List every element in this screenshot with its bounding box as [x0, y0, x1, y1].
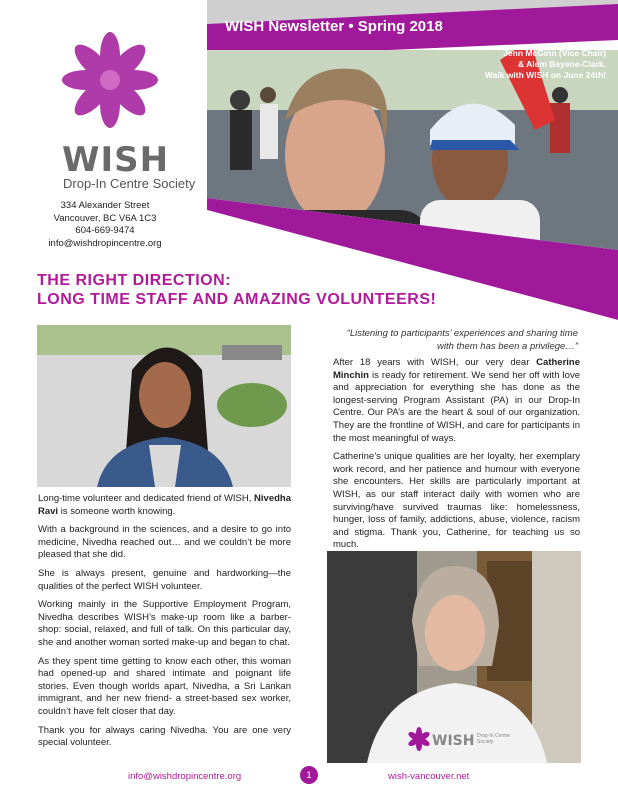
footer-website[interactable]: wish-vancouver.net: [388, 771, 470, 782]
paragraph: Thank you for always caring Nivedha. You are one very special volunteer.: [38, 724, 291, 749]
newsletter-title: WISH Newsletter • Spring 2018: [225, 18, 443, 35]
text-span: Long-time volunteer and dedicated friend of WISH,: [38, 493, 252, 504]
shirt-logo-sub: Drop-In Centre Society: [477, 733, 511, 745]
logo-wordmark: WISH: [62, 140, 170, 180]
headline-line-1: THE RIGHT DIRECTION:: [37, 272, 231, 289]
paragraph: She is always present, genuine and hardworking—the qualities of the perfect WISH volunteer.: [38, 567, 291, 592]
paragraph: With a background in the sciences, and a desire to go into medicine, Nivedha reached out… and we couldn’t be more pleased that she did.: [38, 524, 291, 561]
right-article: [333, 357, 580, 558]
caption-line: Walk with WISH on June 24th!: [484, 70, 606, 80]
text-span: After 18 years with WISH, our very dear: [333, 357, 537, 368]
paragraph: Working mainly in the Supportive Employment Program, Nivedha describes WISH’s make-up room like a barber-shop: social, relaxed, and full of talk. On this particular day, she and another woman sorted make-up and began to chat.: [38, 599, 291, 648]
wish-flower-logo: [60, 30, 160, 130]
staff-photo: [327, 551, 581, 763]
headline-line-2: LONG TIME STAFF AND AMAZING VOLUNTEERS!: [37, 291, 437, 308]
paragraph: [38, 493, 291, 518]
text-span: is someone worth knowing.: [58, 505, 176, 517]
pull-quote: “Listening to participants’ experiences and sharing time with them has been a privilege…”: [346, 328, 578, 352]
volunteer-photo: [37, 325, 291, 487]
footer-email[interactable]: info@wishdropincentre.org: [128, 771, 242, 782]
staff-name: Catherine Minchin: [333, 357, 580, 381]
address-street: 334 Alexander Street: [60, 200, 150, 211]
address-block: [0, 200, 210, 250]
paragraph: Catherine’s unique qualities are her loyalty, her exemplary work record, and her patience and humour with everyone she encounters. Her skills are particularly important at WISH, as our staff interact daily with women who are surviving/have survived traumas like: homelessness, hunger, loss of family, addictions, abuse, violence, racism and stigma. Thank you, Catherine, for teaching us so much.: [333, 451, 580, 551]
page-number: 1: [300, 766, 318, 784]
paragraph: [333, 357, 580, 445]
photo-caption: [436, 48, 606, 81]
address-city: Vancouver, BC V6A 1C3: [53, 212, 157, 224]
paragraph: As they spent time getting to know each other, this woman had opened-up and shared intimate and poignant life stories. Even though worlds apart, Nivedha, a Sri Lankan immigrant, and her new friend- a street-based sex worker, couldn’t have felt closer that day.: [38, 655, 291, 717]
volunteer-name: Nivedha Ravi: [38, 493, 292, 517]
shirt-logo-word: WISH: [432, 733, 475, 749]
address-phone: 604-669-9474: [75, 225, 135, 236]
caption-line: Jenn McGinn (Vice Chair): [503, 48, 606, 58]
text-span: is ready for retirement. We send her off with love and appreciation for everything she has done as the longest-serving Program Assistant (PA) in our Drop-In Centre. Our PA’s are the heart & soul of our organization. They are the frontline of WISH, and care for participants in the most meaningful of ways.: [333, 369, 580, 444]
left-article: [38, 493, 291, 756]
logo-subtitle: Drop-In Centre Society: [63, 176, 196, 191]
address-email: info@wishdropincentre.org: [48, 237, 162, 249]
caption-line: & Alem Beyene-Clark.: [517, 59, 606, 69]
